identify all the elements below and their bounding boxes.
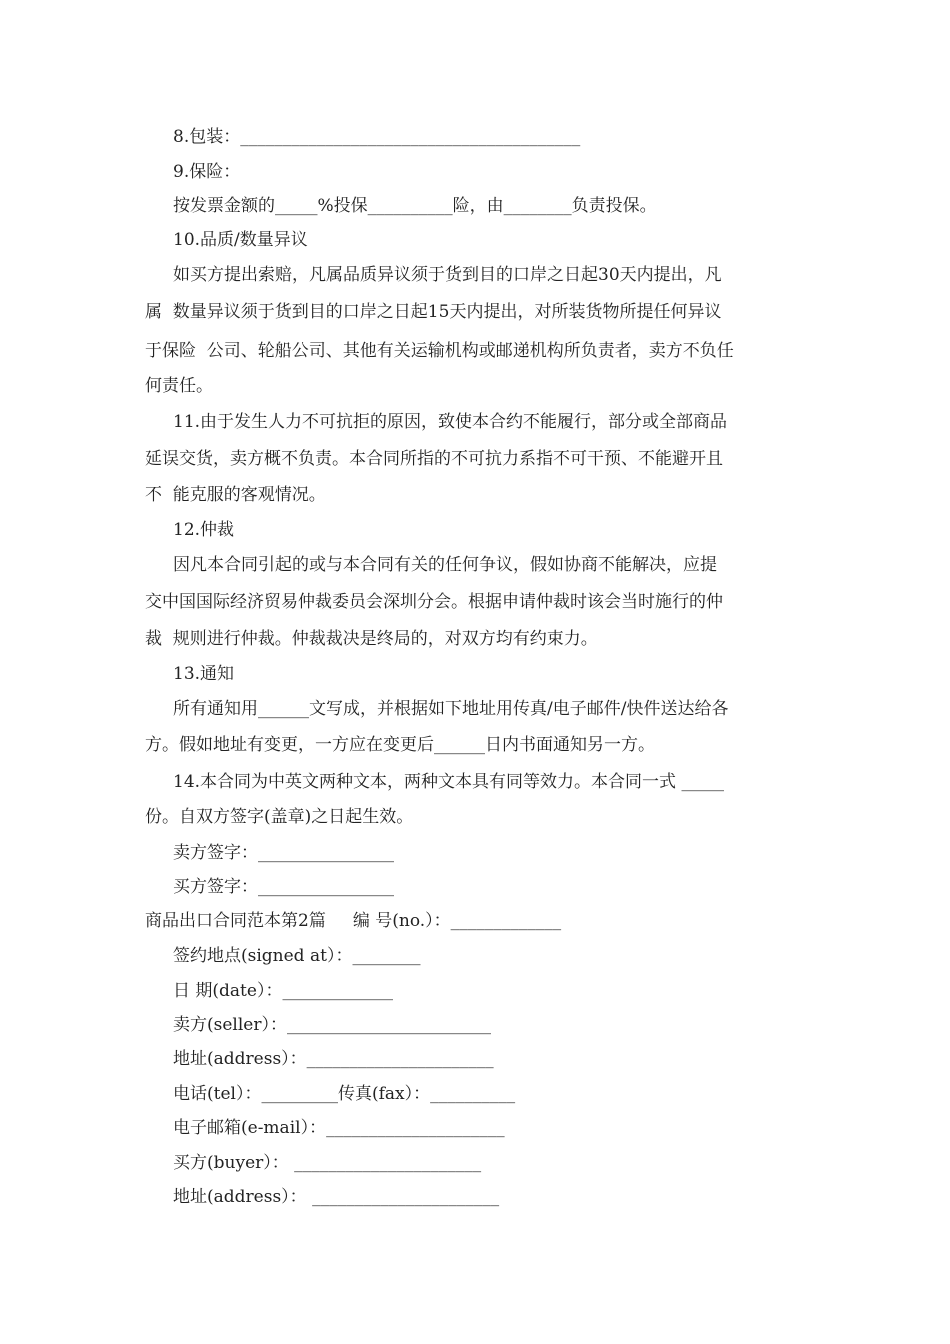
signed-at-field: 签约地点(signed at）：________ — [173, 946, 421, 966]
clause-12-text-line: 因凡本合同引起的或与本合同有关的任何争议，假如协商不能解决，应提 — [173, 555, 717, 575]
clause-10-heading: 10.品质/数量异议 — [173, 230, 308, 250]
second-contract-title: 商品出口合同范本第2篇 编 号(no.）：_____________ — [145, 911, 562, 931]
clause-8-packing: 8.包装：________________________________________ — [173, 127, 581, 147]
clause-10-text-line: 属 数量异议须于货到目的口岸之日起15天内提出，对所装货物所提任何异议 — [145, 302, 722, 322]
tel-fax-field: 电话(tel）：_________传真(fax）：__________ — [173, 1084, 516, 1104]
clause-12-text-line: 交中国国际经济贸易仲裁委员会深圳分会。根据申请仲裁时该会当时施行的仲 — [145, 592, 723, 612]
seller-signature-line: 卖方签字：________________ — [173, 843, 394, 863]
clause-14-text-line: 14.本合同为中英文两种文本，两种文本具有同等效力。本合同一式 _____ — [173, 772, 724, 792]
clause-13-text-line: 方。假如地址有变更，一方应在变更后______日内书面通知另一方。 — [145, 735, 655, 755]
clause-10-text-line: 何责任。 — [145, 376, 213, 396]
buyer-signature-line: 买方签字：________________ — [173, 877, 394, 897]
buyer-address-field: 地址(address）： ______________________ — [173, 1187, 500, 1207]
clause-12-text-line: 裁 规则进行仲裁。仲裁裁决是终局的，对双方均有约束力。 — [145, 629, 598, 649]
clause-9-insurance-text: 按发票金额的_____%投保__________险，由________负责投保。 — [173, 196, 657, 216]
clause-11-text-line: 11.由于发生人力不可抗拒的原因，致使本合约不能履行，部分或全部商品 — [173, 412, 728, 432]
clause-9-insurance-heading: 9.保险： — [173, 162, 241, 182]
clause-11-text-line: 延误交货，卖方概不负责。本合同所指的不可抗力系指不可干预、不能避开且 — [145, 449, 723, 469]
clause-12-heading: 12.仲裁 — [173, 520, 235, 540]
email-field: 电子邮箱(e-mail）：_____________________ — [173, 1118, 505, 1138]
buyer-field: 买方(buyer）： ______________________ — [173, 1153, 482, 1173]
clause-14-text-line: 份。自双方签字(盖章)之日起生效。 — [145, 807, 414, 827]
clause-13-heading: 13.通知 — [173, 664, 235, 684]
clause-10-text-line: 于保险 公司、轮船公司、其他有关运输机构或邮递机构所负责者，卖方不负任 — [145, 341, 734, 361]
seller-address-field: 地址(address）：______________________ — [173, 1049, 494, 1069]
seller-field: 卖方(seller）：________________________ — [173, 1015, 491, 1035]
clause-13-text-line: 所有通知用______文写成，并根据如下地址用传真/电子邮件/快件送达给各 — [173, 699, 729, 719]
clause-11-text-line: 不 能克服的客观情况。 — [145, 485, 326, 505]
date-field: 日 期(date）：_____________ — [173, 981, 393, 1001]
clause-10-text-line: 如买方提出索赔，凡属品质异议须于货到目的口岸之日起30天内提出，凡 — [173, 265, 722, 285]
